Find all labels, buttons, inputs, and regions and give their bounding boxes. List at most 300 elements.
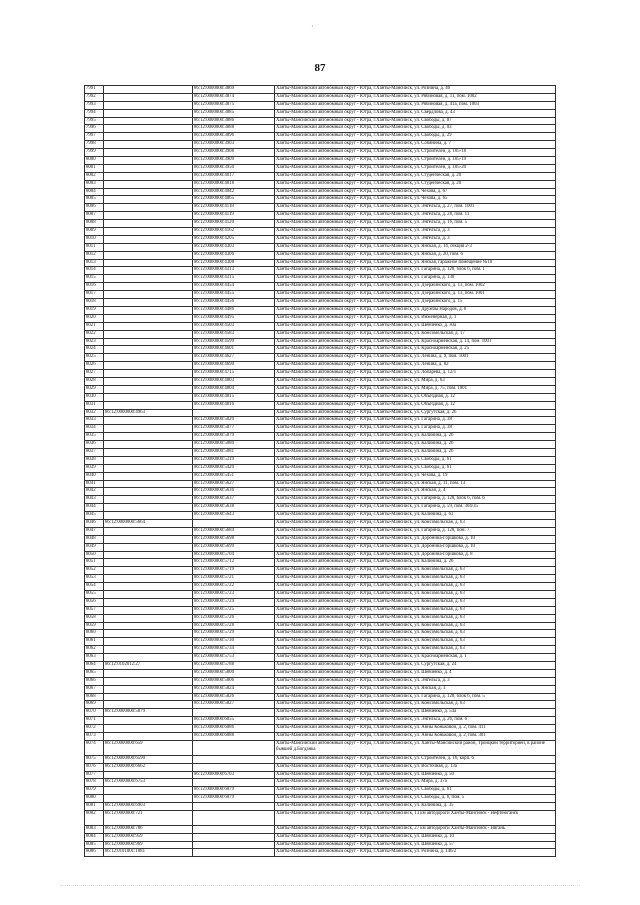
land-cadastral-cell <box>104 496 193 504</box>
row-number-cell: 8070 <box>85 709 104 717</box>
building-cadastral-cell: 86:12:0000000:3888 <box>193 125 275 133</box>
address-cell: Ханты-Мансийский автономный округ - Югра, г.Ханты-Мансийск, ул. Мира, д. 63 <box>275 377 556 385</box>
table-row <box>85 685 556 693</box>
address-cell: Ханты-Мансийский автономный округ - Югра, г.Ханты-Мансийск, ул. Свободы, д. 03 <box>275 125 556 133</box>
land-cadastral-cell: 86:12:0000000:6590 <box>104 755 193 763</box>
table-row <box>85 717 556 725</box>
table-row <box>85 662 556 670</box>
address-cell: Ханты-Мансийский автономный округ - Югра, г.Ханты-Мансийск, ул. Комсомольская, д. 63 <box>275 606 556 614</box>
land-cadastral-cell <box>104 630 193 638</box>
table-row <box>85 480 556 488</box>
address-cell: Ханты-Мансийский автономный округ - Югра, г.Ханты-Мансийск, ул. Анны Коньковой, д. 2, пом. 411 <box>275 725 556 733</box>
address-cell: Ханты-Мансийский автономный округ - Югра, г.Ханты-Мансийск, ул. Дзержинского, д. 15 <box>275 299 556 307</box>
building-cadastral-cell: 86:12:0000000:4042 <box>193 188 275 196</box>
land-cadastral-cell: 86:12:0000000:5879 <box>104 709 193 717</box>
land-cadastral-cell <box>104 606 193 614</box>
land-cadastral-cell <box>104 417 193 425</box>
table-row <box>85 833 556 841</box>
land-cadastral-cell <box>104 338 193 346</box>
building-cadastral-cell: 86:12:0000000:3909 <box>193 157 275 165</box>
land-cadastral-cell: 86:12:0000000:6662 <box>104 763 193 771</box>
row-number-cell: 8084 <box>85 833 104 841</box>
land-cadastral-cell <box>104 567 193 575</box>
building-cadastral-cell: 86:12:0000000:5806 <box>193 677 275 685</box>
address-cell: Ханты-Мансийский автономный округ - Югра, г.Ханты-Мансийск, ул. Комсомольская, д. 63 <box>275 583 556 591</box>
land-cadastral-cell <box>104 377 193 385</box>
table-row <box>85 346 556 354</box>
building-cadastral-cell: 86:12:0000000:4803 <box>193 377 275 385</box>
building-cadastral-cell <box>193 803 275 811</box>
land-cadastral-cell <box>104 354 193 362</box>
building-cadastral-cell: 86:12:0000000:5721 <box>193 575 275 583</box>
building-cadastral-cell: 86:12:0000000:4715 <box>193 370 275 378</box>
building-cadastral-cell: 86:12:0000000:6703 <box>193 771 275 779</box>
row-number-cell: 8046 <box>85 519 104 527</box>
land-cadastral-cell <box>104 425 193 433</box>
table-row <box>85 504 556 512</box>
building-cadastral-cell: 86:12:0000000:4018 <box>193 180 275 188</box>
address-cell: Ханты-Мансийский автономный округ - Югра, г.Ханты-Мансийск, ул. Дзержинского, д. 13, пом. 1002 <box>275 283 556 291</box>
building-cadastral-cell: 86:12:0000000:4120 <box>193 220 275 228</box>
table-row <box>85 825 556 833</box>
address-cell: Ханты-Мансийский автономный округ - Югра, г.Ханты-Мансийск, ул. Дружбы Народов, д. 8 <box>275 306 556 314</box>
building-cadastral-cell: 86:12:0000000:3869 <box>193 86 275 94</box>
address-cell: Ханты-Мансийский автономный округ - Югра, г.Ханты-Мансийск, ул. Строителей, д. 105-20 <box>275 164 556 172</box>
address-cell: Ханты-Мансийский автономный округ - Югра, г.Ханты-Мансийск, ул. Дзержинского, д. 13, пом. 1001 <box>275 291 556 299</box>
land-cadastral-cell: 86:12:0000000:786 <box>104 825 193 833</box>
table-row <box>85 448 556 456</box>
page-number: 87 <box>314 62 326 74</box>
table-row <box>85 370 556 378</box>
table-row <box>85 425 556 433</box>
building-cadastral-cell: 86:12:0000000:4306 <box>193 251 275 259</box>
row-number-cell: 8013 <box>85 259 104 267</box>
table-row <box>85 401 556 409</box>
land-cadastral-cell <box>104 733 193 741</box>
table-row <box>85 417 556 425</box>
land-cadastral-cell: 86:12:0000000:659 <box>104 740 193 755</box>
land-cadastral-cell <box>104 464 193 472</box>
building-cadastral-cell: 86:12:0000000:3886 <box>193 117 275 125</box>
row-number-cell: 8066 <box>85 677 104 685</box>
address-cell: Ханты-Мансийский автономный округ - Югра, г.Ханты-Мансийск, ул. Энгельса, д. 27, пом. 1001 <box>275 204 556 212</box>
row-number-cell: 8000 <box>85 157 104 165</box>
address-cell: Ханты-Мансийский автономный округ - Югра, г.Ханты-Мансийск, ул. Доронина-Горшкова, д. 8 <box>275 551 556 559</box>
land-cadastral-cell <box>104 787 193 795</box>
building-cadastral-cell: 86:12:0000000:4627 <box>193 354 275 362</box>
row-number-cell: 8044 <box>85 504 104 512</box>
table-row <box>85 212 556 220</box>
address-cell: Ханты-Мансийский автономный округ - Югра, г.Ханты-Мансийск, ул. Комсомольская, д. 63 <box>275 646 556 654</box>
address-cell: Ханты-Мансийский автономный округ - Югра, г.Ханты-Мансийск, ул. Восточная, д. 13а <box>275 763 556 771</box>
table-row <box>85 314 556 322</box>
land-cadastral-cell <box>104 180 193 188</box>
address-cell: Ханты-Мансийский автономный округ - Югра, г.Ханты-Мансийск, ул. Строителей, д. 105-18 <box>275 149 556 157</box>
land-cadastral-cell <box>104 117 193 125</box>
table-row <box>85 779 556 787</box>
building-cadastral-cell: 86:12:0000000:4690 <box>193 362 275 370</box>
row-number-cell: 8081 <box>85 803 104 811</box>
address-cell: Ханты-Мансийский автономный округ - Югра, г.Ханты-Мансийск, ул. Инженерная, д. 1 <box>275 314 556 322</box>
row-number-cell: 8014 <box>85 267 104 275</box>
table-row <box>85 441 556 449</box>
building-cadastral-cell: 86:12:0000000:5734 <box>193 646 275 654</box>
address-cell: Ханты-Мансийский автономный округ - Югра, г.Ханты-Мансийск, ул. Объездная, д. 12 <box>275 393 556 401</box>
row-number-cell: 7992 <box>85 93 104 101</box>
building-cadastral-cell: 86:12:0000000:5699 <box>193 543 275 551</box>
building-cadastral-cell: 86:12:0000000:5627 <box>193 480 275 488</box>
row-number-cell: 7991 <box>85 86 104 94</box>
building-cadastral-cell: 86:12:0000000:3896 <box>193 133 275 141</box>
address-cell: Ханты-Мансийский автономный округ - Югра, г.Ханты-Мансийск, ул. Студенческая, д. 20 <box>275 180 556 188</box>
address-cell: Ханты-Мансийский автономный округ - Югра, г.Ханты-Мансийск, ул. Гагарина, д. 59, пом. 304/35 <box>275 504 556 512</box>
table-row <box>85 740 556 755</box>
table-row <box>85 701 556 709</box>
row-number-cell: 7993 <box>85 101 104 109</box>
row-number-cell: 8047 <box>85 527 104 535</box>
table-row <box>85 559 556 567</box>
address-cell: Ханты-Мансийский автономный округ - Югра, г.Ханты-Мансийск, ул. Чехова, д. 65 <box>275 196 556 204</box>
land-cadastral-cell <box>104 575 193 583</box>
building-cadastral-cell: 86:12:0000000:5080 <box>193 441 275 449</box>
address-cell: Ханты-Мансийский автономный округ - Югра, г.Ханты-Мансийск, ул. Янская, д. 14, секция 2-3 <box>275 243 556 251</box>
address-cell: Ханты-Мансийский автономный округ - Югра, г.Ханты-Мансийск, ул. Рябиновая, д. 41а, пом. 1003 <box>275 101 556 109</box>
land-cadastral-cell: 86:12:0000000:959 <box>104 833 193 841</box>
table-row <box>85 755 556 763</box>
land-cadastral-cell <box>104 559 193 567</box>
table-row <box>85 243 556 251</box>
land-cadastral-cell <box>104 133 193 141</box>
address-cell: Ханты-Мансийский автономный округ - Югра, г.Ханты-Мансийск, ул. Гагарина, д. 128, пом. 7 <box>275 527 556 535</box>
row-number-cell: 8010 <box>85 235 104 243</box>
address-cell: Ханты-Мансийский автономный округ - Югра, г.Ханты-Мансийск, ул. Гагарина, д. 38 <box>275 425 556 433</box>
table-row <box>85 512 556 520</box>
address-cell: Ханты-Мансийский автономный округ - Югра, г.Ханты-Мансийск, ул. Чехова, д. 67 <box>275 188 556 196</box>
row-number-cell: 8065 <box>85 669 104 677</box>
row-number-cell: 8075 <box>85 755 104 763</box>
table-row <box>85 93 556 101</box>
building-cadastral-cell: 86:12:0000000:6055 <box>193 717 275 725</box>
building-cadastral-cell: 86:12:0000000:4816 <box>193 401 275 409</box>
table-row <box>85 220 556 228</box>
land-cadastral-cell: 86:12:0000000:5664 <box>104 519 193 527</box>
building-cadastral-cell <box>193 825 275 833</box>
address-cell: Ханты-Мансийский автономный округ - Югра, г.Ханты-Мансийск, ул. Свердлова, д. 43 <box>275 109 556 117</box>
table-row <box>85 598 556 606</box>
table-row <box>85 235 556 243</box>
address-cell: Ханты-Мансийский автономный округ - Югра, г.Ханты-Мансийск, ул. Гагарина, д. 128, блок 6, пом. 1 <box>275 267 556 275</box>
address-cell: Ханты-Мансийский автономный округ - Югра, г.Ханты-Мансийск, ул. Рознина, д. 46 <box>275 86 556 94</box>
row-number-cell: 8071 <box>85 717 104 725</box>
address-cell: Ханты-Мансийский автономный округ - Югра, г.Ханты-Мансийск, ул. Ленина, д. 9, пом. 1001 <box>275 354 556 362</box>
land-cadastral-cell: 86:12:0000000:6903 <box>104 803 193 811</box>
row-number-cell: 8073 <box>85 733 104 741</box>
land-cadastral-cell <box>104 448 193 456</box>
land-cadastral-cell <box>104 591 193 599</box>
row-number-cell: 8020 <box>85 314 104 322</box>
land-cadastral-cell: 86:12:0000000:721 <box>104 810 193 825</box>
row-number-cell: 8041 <box>85 480 104 488</box>
land-cadastral-cell: 86:12:0000000:4963 <box>104 409 193 417</box>
land-cadastral-cell <box>104 646 193 654</box>
building-cadastral-cell: 86:12:0000000:5827 <box>193 701 275 709</box>
table-row <box>85 472 556 480</box>
building-cadastral-cell: 86:12:0000000:4601 <box>193 346 275 354</box>
address-cell: Ханты-Мансийский автономный округ - Югра, г.Ханты-Мансийск, ул. Гагарина, д. 128, блок 6, пом. 6 <box>275 496 556 504</box>
address-cell: Ханты-Мансийский автономный округ - Югра, г.Ханты-Мансийск, ул. Ханты-Мансийский район, Троицкий территорией, в районе бывшей д.Богданка <box>275 740 556 755</box>
address-cell: Ханты-Мансийский автономный округ - Югра, г.Ханты-Мансийск, ул. Строителей, д. 16, корп. 6 <box>275 755 556 763</box>
row-number-cell: 8005 <box>85 196 104 204</box>
land-cadastral-cell <box>104 535 193 543</box>
table-row <box>85 543 556 551</box>
land-cadastral-cell <box>104 480 193 488</box>
address-cell: Ханты-Мансийский автономный округ - Югра, г.Ханты-Мансийск, ул. Энгельса, д. 16, пом. 5 <box>275 220 556 228</box>
table-row <box>85 606 556 614</box>
table-row <box>85 575 556 583</box>
land-cadastral-cell <box>104 701 193 709</box>
address-cell: Ханты-Мансийский автономный округ - Югра, г.Ханты-Мансийск, ул. Комсомольская, д. 63 <box>275 591 556 599</box>
building-cadastral-cell: 86:12:0000000:5712 <box>193 559 275 567</box>
table-row <box>85 646 556 654</box>
table-row <box>85 172 556 180</box>
address-cell: Ханты-Мансийский автономный округ - Югра, г.Ханты-Мансийск, ул. Ленина, д. 82 <box>275 362 556 370</box>
row-number-cell: 8063 <box>85 654 104 662</box>
row-number-cell: 8036 <box>85 441 104 449</box>
land-cadastral-cell: 86:12:0000000:6753 <box>104 779 193 787</box>
address-cell: Ханты-Мансийский автономный округ - Югра, г.Ханты-Мансийск, ул. Лопарева, д. 12/1 <box>275 370 556 378</box>
row-number-cell: 8056 <box>85 598 104 606</box>
table-row <box>85 204 556 212</box>
land-cadastral-cell <box>104 488 193 496</box>
land-cadastral-cell <box>104 291 193 299</box>
table-row <box>85 141 556 149</box>
table-row <box>85 117 556 125</box>
land-cadastral-cell <box>104 583 193 591</box>
table-row <box>85 693 556 701</box>
table-row <box>85 496 556 504</box>
building-cadastral-cell <box>193 409 275 417</box>
building-cadastral-cell: 86:12:0000000:4455 <box>193 291 275 299</box>
row-number-cell: 8027 <box>85 370 104 378</box>
address-cell: Ханты-Мансийский автономный округ - Югра, г.Ханты-Мансийск, ул. Энгельса, д. 3 <box>275 235 556 243</box>
land-cadastral-cell <box>104 283 193 291</box>
land-cadastral-cell <box>104 622 193 630</box>
table-row <box>85 299 556 307</box>
building-cadastral-cell <box>193 740 275 755</box>
building-cadastral-cell: 86:12:0000000:5725 <box>193 606 275 614</box>
land-cadastral-cell <box>104 551 193 559</box>
row-number-cell: 8077 <box>85 771 104 779</box>
address-cell: Ханты-Мансийский автономный округ - Югра, г.Ханты-Мансийск, ул. Гагарина, д. 38 <box>275 417 556 425</box>
row-number-cell: 8038 <box>85 456 104 464</box>
address-cell: Ханты-Мансийский автономный округ - Югра, г.Ханты-Мансийск, ул. Свободы, д. 61 <box>275 464 556 472</box>
row-number-cell: 8062 <box>85 646 104 654</box>
table-row <box>85 787 556 795</box>
address-cell: Ханты-Мансийский автономный округ - Югра, г.Ханты-Мансийск, ул. Комсомольская, д. 63 <box>275 638 556 646</box>
building-cadastral-cell: 86:12:0000000:5420 <box>193 464 275 472</box>
building-cadastral-cell: 86:12:0000000:3874 <box>193 93 275 101</box>
table-row <box>85 86 556 94</box>
building-cadastral-cell: 86:12:0000000:4804 <box>193 385 275 393</box>
building-cadastral-cell: 86:12:0000000:5079 <box>193 433 275 441</box>
row-number-cell: 8007 <box>85 212 104 220</box>
row-number-cell: 7995 <box>85 117 104 125</box>
row-number-cell: 8040 <box>85 472 104 480</box>
building-cadastral-cell: 86:12:0000000:4303 <box>193 243 275 251</box>
address-cell: Ханты-Мансийский автономный округ - Югра, г.Ханты-Мансийск, 27 км автодороги Ханты-Мансийск - Нягань <box>275 825 556 833</box>
address-cell: Ханты-Мансийский автономный округ - Югра, г.Ханты-Мансийск, ул. Комсомольская, д. 63 <box>275 567 556 575</box>
address-cell: Ханты-Мансийский автономный округ - Югра, г.Ханты-Мансийск, ул. Комсомольская, д. 63 <box>275 519 556 527</box>
table-row <box>85 251 556 259</box>
row-number-cell: 8045 <box>85 512 104 520</box>
building-cadastral-cell: 86:12:0000000:5726 <box>193 614 275 622</box>
address-cell: Ханты-Мансийский автономный округ - Югра, г.Ханты-Мансийск, ул. Шевченко, д. 4 <box>275 669 556 677</box>
building-cadastral-cell: 86:12:0000000:5826 <box>193 693 275 701</box>
row-number-cell: 8017 <box>85 291 104 299</box>
row-number-cell: 8058 <box>85 614 104 622</box>
building-cadastral-cell <box>193 833 275 841</box>
building-cadastral-cell: 86:12:0000000:4205 <box>193 235 275 243</box>
table-row <box>85 763 556 771</box>
row-number-cell: 8001 <box>85 164 104 172</box>
table-row <box>85 101 556 109</box>
building-cadastral-cell <box>193 519 275 527</box>
building-cadastral-cell: 86:12:0000000:3908 <box>193 149 275 157</box>
land-cadastral-cell <box>104 109 193 117</box>
building-cadastral-cell: 86:12:0000000:4815 <box>193 393 275 401</box>
address-cell: Ханты-Мансийский автономный округ - Югра, г.Ханты-Мансийск, ул. Доронина-Горшкова, д. 10 <box>275 543 556 551</box>
row-number-cell: 8054 <box>85 583 104 591</box>
land-cadastral-cell <box>104 614 193 622</box>
building-cadastral-cell: 86:12:0000000:5730 <box>193 638 275 646</box>
address-cell: Ханты-Мансийский автономный округ - Югра, г.Ханты-Мансийск, ул. Свободы, д. 29 <box>275 133 556 141</box>
table-row <box>85 567 556 575</box>
land-cadastral-cell: 86:12:0101001:1081 <box>104 849 193 857</box>
table-row <box>85 795 556 803</box>
row-number-cell: 8076 <box>85 763 104 771</box>
building-cadastral-cell <box>193 779 275 787</box>
building-cadastral-cell: 86:12:0000000:3885 <box>193 109 275 117</box>
building-cadastral-cell: 86:12:0000000:5704 <box>193 551 275 559</box>
building-cadastral-cell: 86:12:0000000:4118 <box>193 204 275 212</box>
land-cadastral-cell <box>104 314 193 322</box>
row-number-cell: 8068 <box>85 693 104 701</box>
land-cadastral-cell <box>104 685 193 693</box>
building-cadastral-cell: 86:12:0000000:6088 <box>193 733 275 741</box>
address-cell: Ханты-Мансийский автономный округ - Югра, г.Ханты-Мансийск, ул. Рябиновая, д. 11, пом. 1002 <box>275 93 556 101</box>
address-cell: Ханты-Мансийский автономный округ - Югра, г.Ханты-Мансийск, ул. Доронина-Горшкова, д. 10 <box>275 535 556 543</box>
row-number-cell: 8067 <box>85 685 104 693</box>
building-cadastral-cell: 86:12:0000000:5824 <box>193 685 275 693</box>
table-row <box>85 535 556 543</box>
row-number-cell: 8012 <box>85 251 104 259</box>
land-cadastral-cell <box>104 196 193 204</box>
row-number-cell: 7999 <box>85 149 104 157</box>
address-cell: Ханты-Мансийский автономный округ - Югра, г.Ханты-Мансийск, ул. Анны Коньковой, д. 2, пом. 301 <box>275 733 556 741</box>
table-row <box>85 841 556 849</box>
land-cadastral-cell <box>104 717 193 725</box>
row-number-cell: 8048 <box>85 535 104 543</box>
building-cadastral-cell: 86:12:0000000:6879 <box>193 787 275 795</box>
row-number-cell: 8028 <box>85 377 104 385</box>
row-number-cell: 7998 <box>85 141 104 149</box>
address-cell: Ханты-Мансийский автономный округ - Югра, г.Ханты-Мансийск, ул. Янская, д. 20, пом. 6 <box>275 251 556 259</box>
row-number-cell: 8061 <box>85 638 104 646</box>
address-cell: Ханты-Мансийский автономный округ - Югра, г.Ханты-Мансийск, ул. Шевченко, д. 54а <box>275 709 556 717</box>
land-cadastral-cell <box>104 441 193 449</box>
building-cadastral-cell: 86:12:0000000:5788 <box>193 662 275 670</box>
row-number-cell: 8079 <box>85 787 104 795</box>
table-row <box>85 654 556 662</box>
address-cell: Ханты-Мансийский автономный округ - Югра, г.Ханты-Мансийск, ул. Калинина, д. 26 <box>275 433 556 441</box>
row-number-cell: 8022 <box>85 330 104 338</box>
building-cadastral-cell: 86:12:0000000:3950 <box>193 164 275 172</box>
row-number-cell: 8011 <box>85 243 104 251</box>
table-row <box>85 188 556 196</box>
table-row <box>85 362 556 370</box>
land-cadastral-cell <box>104 725 193 733</box>
row-number-cell: 8051 <box>85 559 104 567</box>
address-cell: Ханты-Мансийский автономный округ - Югра, г.Ханты-Мансийск, ул. Калинина, д. 35 <box>275 803 556 811</box>
table-row <box>85 519 556 527</box>
land-cadastral-cell <box>104 251 193 259</box>
table-row <box>85 709 556 717</box>
land-cadastral-cell <box>104 330 193 338</box>
table-row <box>85 409 556 417</box>
address-cell: Ханты-Мансийский автономный округ - Югра, г.Ханты-Мансийск, ул. Мира, д. 75, пом. 1001 <box>275 385 556 393</box>
building-cadastral-cell: 86:12:0000000:4503 <box>193 322 275 330</box>
row-number-cell: 8025 <box>85 354 104 362</box>
table-row <box>85 164 556 172</box>
row-number-cell: 8042 <box>85 488 104 496</box>
building-cadastral-cell <box>193 763 275 771</box>
building-cadastral-cell: 86:12:0000000:4017 <box>193 172 275 180</box>
land-cadastral-cell <box>104 693 193 701</box>
table-row <box>85 322 556 330</box>
building-cadastral-cell: 86:12:0000000:4495 <box>193 314 275 322</box>
table-row <box>85 488 556 496</box>
table-row <box>85 630 556 638</box>
land-cadastral-cell <box>104 228 193 236</box>
row-number-cell: 8083 <box>85 825 104 833</box>
table-row <box>85 338 556 346</box>
table-row <box>85 259 556 267</box>
table-row <box>85 267 556 275</box>
land-cadastral-cell <box>104 362 193 370</box>
row-number-cell: 8085 <box>85 841 104 849</box>
land-cadastral-cell <box>104 157 193 165</box>
land-cadastral-cell <box>104 472 193 480</box>
row-number-cell: 8034 <box>85 425 104 433</box>
building-cadastral-cell: 86:12:0000000:3903 <box>193 141 275 149</box>
row-number-cell: 8043 <box>85 496 104 504</box>
land-cadastral-cell <box>104 346 193 354</box>
building-cadastral-cell: 86:12:0000000:4315 <box>193 275 275 283</box>
building-cadastral-cell: 86:12:0000000:6086 <box>193 725 275 733</box>
building-cadastral-cell: 86:12:0000000:5643 <box>193 512 275 520</box>
land-cadastral-cell <box>104 188 193 196</box>
building-cadastral-cell: 86:12:0000000:4308 <box>193 259 275 267</box>
building-cadastral-cell: 86:12:0000000:5724 <box>193 598 275 606</box>
address-cell: Ханты-Мансийский автономный округ - Югра, г.Ханты-Мансийск, ул. Калинина, д. 63 <box>275 512 556 520</box>
address-cell: Ханты-Мансийский автономный округ - Югра, г.Ханты-Мансийск, ул. Энгельса, д. 28, пом. 11 <box>275 212 556 220</box>
land-cadastral-cell <box>104 212 193 220</box>
land-cadastral-cell <box>104 125 193 133</box>
table-row <box>85 614 556 622</box>
address-cell: Ханты-Мансийский автономный округ - Югра, г.Ханты-Мансийск, ул. Шевченко, д. 50 <box>275 771 556 779</box>
table-row <box>85 433 556 441</box>
table-row <box>85 464 556 472</box>
